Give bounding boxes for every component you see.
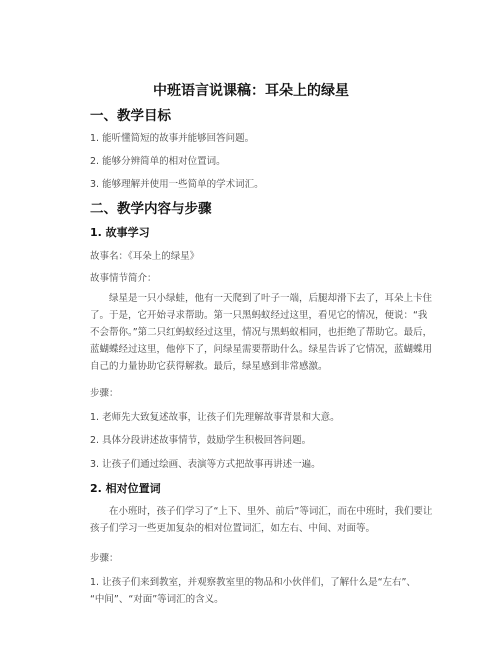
goal-item-2: 2. 能够分辨简单的相对位置词。: [90, 156, 226, 167]
position-intro: [90, 503, 433, 537]
plot-paragraph: [90, 290, 433, 375]
subsection-position-heading: 2. 相对位置词: [90, 482, 161, 495]
position-step-1-line2: “中间”、“对面”等词汇的含义。: [90, 594, 224, 605]
intro-line: 在小班时，孩子们学习了“上下、里外、前后”等词汇，而在中班时，我们要让: [109, 506, 433, 517]
plot-line: 绿星是一只小绿蛙，他有一天爬到了叶子一端，后腿却滑下去了，耳朵上卡住: [109, 293, 433, 304]
plot-line: 自己的力量协助它获得解救。最后，绿星感到非常感激。: [90, 361, 328, 372]
story-step-3: 3. 让孩子们通过绘画、表演等方式把故事再讲述一遍。: [90, 459, 321, 470]
position-steps-label: 步骤：: [90, 553, 119, 564]
story-name: 故事名：《耳朵上的绿星》: [90, 251, 200, 262]
position-step-1-line1: 1. 让孩子们来到教室，并观察教室里的物品和小伙伴们，了解什么是“左右”、: [90, 577, 416, 588]
plot-line: 不会帮你。”第二只红蚂蚁经过这里，情况与黑蚂蚁相同，也拒绝了帮助它。最后，: [90, 327, 433, 338]
story-step-1: 1. 老师先大致复述故事，让孩子们先理解故事背景和大意。: [90, 412, 340, 423]
document-title: 中班语言说课稿：耳朵上的绿星: [153, 83, 349, 99]
plot-line: 了。于是，它开始寻求帮助。第一只黑蚂蚁经过这里，看见它的情况，便说：“我: [90, 310, 428, 321]
section2-heading: 二、教学内容与步骤: [90, 201, 212, 217]
plot-line: 蓝蝴蝶经过这里，他停下了，问绿星需要帮助什么。绿星告诉了它情况，蓝蝴蝶用: [90, 344, 433, 355]
plot-label: 故事情节简介：: [90, 273, 157, 284]
steps-label: 步骤：: [90, 388, 119, 399]
subsection-story-heading: 1. 故事学习: [90, 226, 150, 239]
story-step-2: 2. 具体分段讲述故事情节，鼓励学生积极回答问题。: [90, 435, 312, 446]
section1-heading: 一、教学目标: [90, 108, 171, 124]
goal-item-3: 3. 能够理解并使用一些简单的学术词汇。: [90, 179, 264, 190]
intro-line: 孩子们学习一些更加复杂的相对位置词汇，如左右、中间、对面等。: [90, 523, 376, 534]
goal-item-1: 1. 能听懂简短的故事并能够回答问题。: [90, 133, 255, 144]
